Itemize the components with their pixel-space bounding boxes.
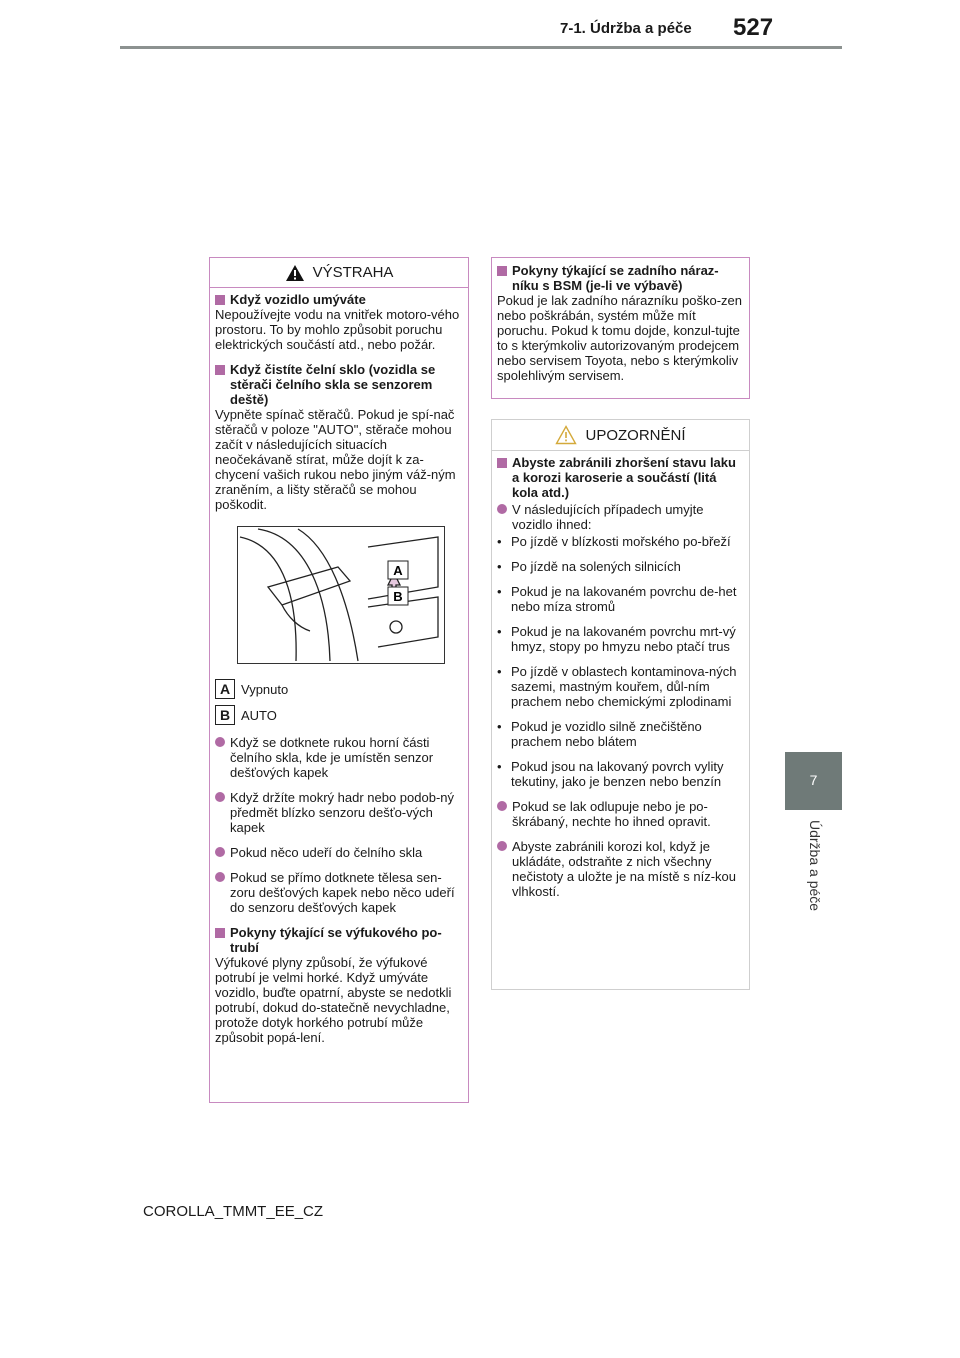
sub-list-item: • Pokud je na lakovaném povrchu mrt-vý hmyz, stopy po hmyzu nebo ptačí trus xyxy=(497,624,736,654)
caution-box xyxy=(491,419,750,990)
round-bullet-icon xyxy=(215,847,225,857)
round-bullet-icon xyxy=(497,801,507,811)
round-bullet-icon xyxy=(497,841,507,851)
section-title: 7-1. Údržba a péče xyxy=(560,20,692,37)
label-b-box: B xyxy=(215,705,235,725)
warning-triangle-icon xyxy=(285,264,305,282)
section-heading: Abyste zabránili zhoršení stavu laku a korozi karoserie a součástí (litá kola atd.) xyxy=(497,455,744,500)
round-bullet-icon xyxy=(497,504,507,514)
section-heading: Když vozidlo umýváte xyxy=(215,292,463,307)
section-heading: Když čistíte čelní sklo (vozidla se stěrači čelního skla se senzorem deště) xyxy=(215,362,463,407)
paragraph: Výfukové plyny způsobí, že výfukové potrubí je velmi horké. Když umýváte vozidlo, buďte opatrní, abyste se nedotkli potrubí, dokud do-statečně nevychladne, protože dotyk horkého potrubí může způsobit popá-lení. xyxy=(215,955,452,1045)
chapter-label: Údržba a péče xyxy=(807,820,823,912)
paragraph: Pokud je lak zadního nárazníku poško-zen nebo poškrábán, systém může mít poruchu. Pokud k tomu dojde, konzul-tujte to s kterýmkoliv autorizovaným prodejcem nebo servisem Toyota, nebo s kterýmkoliv spolehlivým servisem. xyxy=(497,293,742,383)
list-item: Abyste zabránili korozi kol, když je ukládáte, odstraňte z nich všechny nečistoty a uložte je na místě s níz-kou vlhkostí. xyxy=(497,839,744,899)
legend-item: B AUTO xyxy=(215,705,463,725)
bsm-note-box xyxy=(491,257,750,399)
svg-text:A: A xyxy=(393,563,403,578)
sub-list-item: • Po jízdě v blízkosti mořského po-břeží xyxy=(497,534,731,549)
label-a-box: A xyxy=(215,679,235,699)
section-heading: Pokyny týkající se výfukového po-trubí xyxy=(215,925,463,955)
caution-triangle-icon xyxy=(555,425,577,445)
paragraph: Nepoužívejte vodu na vnitřek motoro-vého prostoru. To by mohlo způsobit poruchu elektrických součástí atd., nebo požár. xyxy=(215,307,460,352)
legend-item: A Vypnuto xyxy=(215,679,463,699)
square-bullet-icon xyxy=(215,928,225,938)
sub-list-item: • Po jízdě na solených silnicích xyxy=(497,559,681,574)
list-item: V následujících případech umyjte vozidlo ihned: xyxy=(497,502,744,532)
list-item: Pokud se přímo dotknete tělesa sen-zoru dešťových kapek nebo něco udeří do senzoru dešťových kapek xyxy=(215,870,463,915)
list-item: Pokud se lak odlupuje nebo je po-škrábaný, nechte ho ihned opravit. xyxy=(497,799,744,829)
paragraph: Vypněte spínač stěračů. Pokud je spí-nač stěračů v poloze "AUTO", stěrače mohou začít v následujících situacích neočekávaně stírat, může dojít k za-chycení vašich rukou nebo jiným váž-ným zraněním, a lišty stěračů se mohou poškodit. xyxy=(215,407,456,512)
section-heading: Pokyny týkající se zadního náraz-níku s BSM (je-li ve výbavě) xyxy=(497,263,744,293)
caution-title: UPOZORNĚNÍ xyxy=(585,426,686,444)
round-bullet-icon xyxy=(215,792,225,802)
document-code: COROLLA_TMMT_EE_CZ xyxy=(143,1203,324,1220)
caution-header xyxy=(492,420,749,451)
round-bullet-icon xyxy=(215,737,225,747)
square-bullet-icon xyxy=(215,295,225,305)
warning-title: VÝSTRAHA xyxy=(312,264,394,281)
list-item: Když se dotknete rukou horní části čelního skla, kde je umístěn senzor dešťových kapek xyxy=(215,735,463,780)
round-bullet-icon xyxy=(215,872,225,882)
warning-box xyxy=(209,257,469,1103)
sub-list-item: • Pokud je na lakovaném povrchu de-het nebo míza stromů xyxy=(497,584,737,614)
sub-list-item: • Pokud jsou na lakovaný povrch vylity tekutiny, jako je benzen nebo benzín xyxy=(497,759,724,789)
svg-text:B: B xyxy=(393,589,403,604)
warning-header xyxy=(210,258,468,288)
square-bullet-icon xyxy=(215,365,225,375)
sub-list-item: • Po jízdě v oblastech kontaminova-ných sazemi, mastným kouřem, důl-ním prachem nebo chemickými zplodinami xyxy=(497,664,737,709)
list-item: Když držíte mokrý hadr nebo podob-ný předmět blízko senzoru dešťo-vých kapek xyxy=(215,790,463,835)
page-number: 527 xyxy=(733,14,774,41)
sub-list-item: • Pokud je vozidlo silně znečištěno prachem nebo blátem xyxy=(497,719,702,749)
square-bullet-icon xyxy=(497,266,507,276)
chapter-tab: 7 xyxy=(785,752,842,810)
list-item: Pokud něco udeří do čelního skla xyxy=(215,845,463,860)
header-rule xyxy=(120,46,842,49)
wiper-switch-illustration xyxy=(237,526,445,664)
square-bullet-icon xyxy=(497,458,507,468)
